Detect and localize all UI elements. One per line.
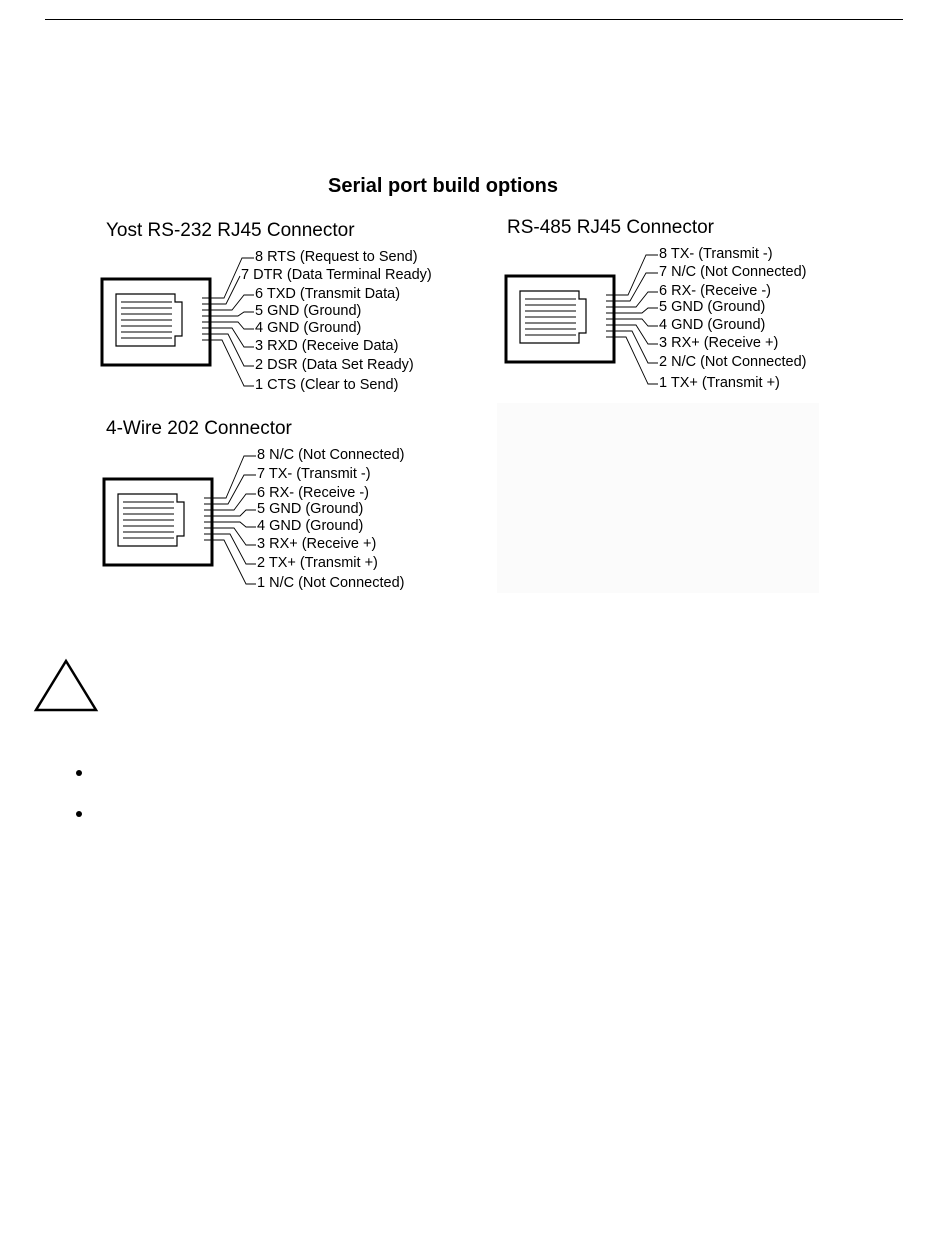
- pin-label: 3 RX+ (Receive +): [659, 335, 779, 351]
- pin-label: 6 RX- (Receive -): [659, 283, 771, 299]
- pin-label: 7 N/C (Not Connected): [659, 264, 807, 280]
- pin-label: 1 CTS (Clear to Send): [255, 377, 399, 393]
- pin-label: 1 N/C (Not Connected): [257, 575, 405, 591]
- pin-label: 3 RXD (Receive Data): [255, 338, 399, 354]
- pin-label: 7 TX- (Transmit -): [257, 466, 371, 482]
- pin-label: 5 GND (Ground): [255, 303, 362, 319]
- pin-label: 3 RX+ (Receive +): [257, 536, 377, 552]
- pin-label: 8 N/C (Not Connected): [257, 447, 405, 463]
- rj45-jack-rs232: [102, 258, 254, 386]
- connector-title-4wire: 4-Wire 202 Connector: [106, 418, 292, 439]
- pin-label: 4 GND (Ground): [255, 320, 362, 336]
- pin-label: 2 N/C (Not Connected): [659, 354, 807, 370]
- pin-label: 6 TXD (Transmit Data): [255, 286, 401, 302]
- pin-label: 5 GND (Ground): [257, 501, 364, 517]
- pin-label: 5 GND (Ground): [659, 299, 766, 315]
- pin-label: 6 RX- (Receive -): [257, 485, 369, 501]
- pin-label: 2 DSR (Data Set Ready): [255, 357, 414, 373]
- pin-label: 2 TX+ (Transmit +): [257, 555, 378, 571]
- bullet-icon: [76, 770, 82, 776]
- pin-label: 4 GND (Ground): [659, 317, 766, 333]
- bullet-icon: [76, 811, 82, 817]
- pin-label: 7 DTR (Data Terminal Ready): [241, 267, 432, 283]
- pin-label: 8 TX- (Transmit -): [659, 246, 773, 262]
- connector-title-rs232: Yost RS-232 RJ45 Connector: [106, 220, 355, 241]
- connector-title-rs485: RS-485 RJ45 Connector: [507, 217, 714, 238]
- pin-label: 8 RTS (Request to Send): [255, 249, 418, 265]
- warning-triangle-icon: [33, 658, 99, 714]
- pin-label: 4 GND (Ground): [257, 518, 364, 534]
- rj45-jack-rs485: [506, 255, 658, 384]
- figure-title: Serial port build options: [328, 175, 558, 197]
- pin-label: 1 TX+ (Transmit +): [659, 375, 780, 391]
- rj45-jack-4wire: [104, 456, 256, 584]
